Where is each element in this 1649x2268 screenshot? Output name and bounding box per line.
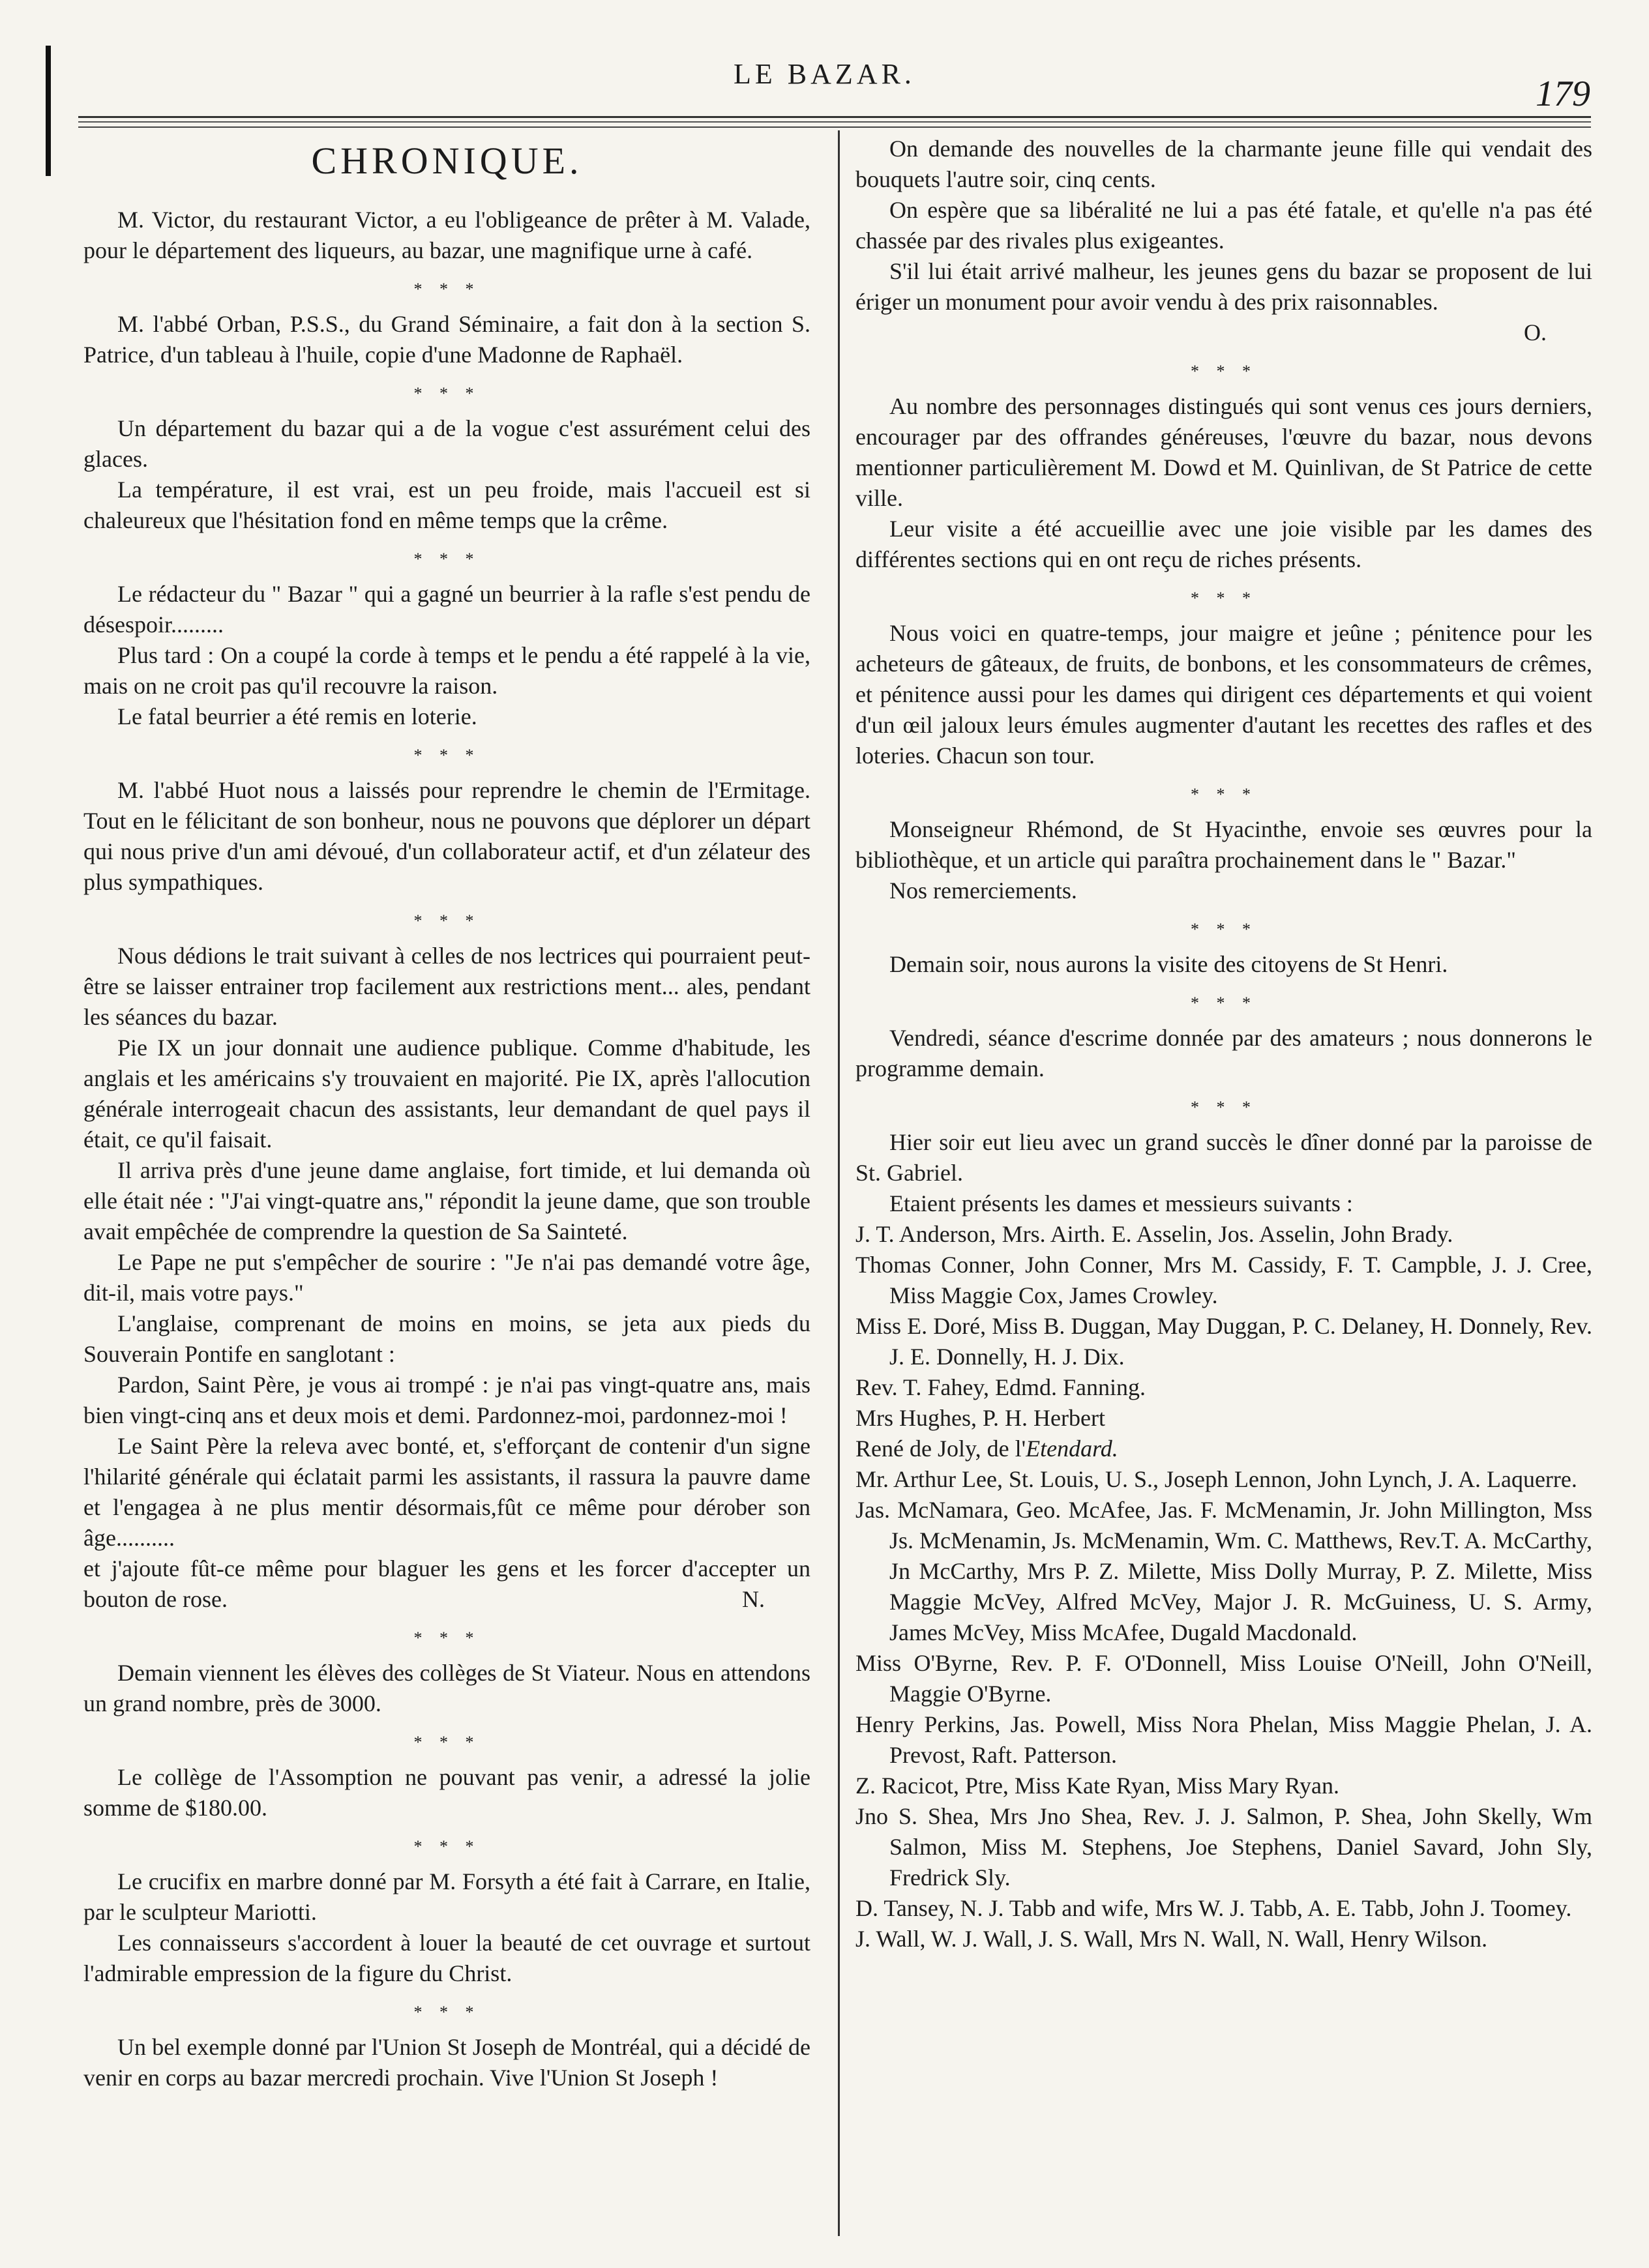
paragraph: Un département du bazar qui a de la vogue c'est assurément celui des glaces. xyxy=(83,415,810,472)
asterism-separator: * * * xyxy=(413,1628,481,1647)
guest-list-entry: Mr. Arthur Lee, St. Louis, U. S., Joseph Lennon, John Lynch, J. A. Laquerre. xyxy=(855,1466,1577,1492)
asterism-separator: * * * xyxy=(413,280,481,299)
asterism-separator: * * * xyxy=(413,1837,481,1856)
paragraph: Nos remerciements. xyxy=(889,877,1077,904)
author-signature: O. xyxy=(1524,319,1547,346)
guest-list-entry: Thomas Conner, John Conner, Mrs M. Cassidy, F. T. Campble, J. J. Cree, Miss Maggie Cox, James Crowley. xyxy=(855,1252,1592,1308)
guest-list-entry: J. T. Anderson, Mrs. Airth. E. Asselin, Jos. Asselin, John Brady. xyxy=(855,1221,1453,1247)
paragraph: Monseigneur Rhémond, de St Hyacinthe, envoie ses œuvres pour la bibliothèque, et un article qui paraîtra prochainement dans le " Bazar." xyxy=(855,816,1592,873)
paragraph xyxy=(83,1554,810,1615)
section-title: CHRONIQUE. xyxy=(311,140,583,182)
paragraph: Nous voici en quatre-temps, jour maigre et jeûne ; pénitence pour les acheteurs de gâteaux, de fruits, de bonbons, et les consommateurs de crêmes, et pénitence aussi pour les dames qui dirigent ces départements et qui voient d'un œil jaloux leurs émules augmenter d'autant les recettes des rafles et des loteries. Chacun son tour. xyxy=(855,620,1592,769)
author-signature: N. xyxy=(742,1586,765,1612)
paragraph: Les connaisseurs s'accordent à louer la beauté de cet ouvrage et surtout l'admirable empression de la figure du Christ. xyxy=(83,1930,810,1986)
asterism-separator: * * * xyxy=(413,911,481,930)
paragraph: Plus tard : On a coupé la corde à temps et le pendu a été rappelé à la vie, mais on ne croit pas qu'il recouvre la raison. xyxy=(83,642,810,699)
asterism-separator: * * * xyxy=(1191,785,1257,804)
paragraph-text: et j'ajoute fût-ce même pour blaguer les gens et les forcer d'accepter un bouton de rose. xyxy=(83,1555,810,1612)
paragraph: Hier soir eut lieu avec un grand succès le dîner donné par la paroisse de St. Gabriel. xyxy=(855,1129,1592,1186)
guest-list-entry: Jno S. Shea, Mrs Jno Shea, Rev. J. J. Salmon, P. Shea, John Skelly, Wm Salmon, Miss M. Stephens, Joe Stephens, Daniel Savard, John Sly, Fredrick Sly. xyxy=(855,1803,1592,1891)
asterism-separator: * * * xyxy=(1191,589,1257,608)
paragraph: Le collège de l'Assomption ne pouvant pas venir, a adressé la jolie somme de $180.00. xyxy=(83,1764,810,1821)
guest-list-entry: Jas. McNamara, Geo. McAfee, Jas. F. McMenamin, Jr. John Millington, Mss Js. McMenamin, Js. McMenamin, Wm. C. Matthews, Rev.T. A. McCarthy, Jn McCarthy, Mrs P. Z. Milette, Miss Dolly Murray, P. Z. Milette, Miss Maggie McVey, Alfred McVey, Major J. R. McGuiness, U. S. Army, James McVey, Miss McAfee, Dugald Macdonald. xyxy=(855,1497,1592,1645)
guest-list-entry: D. Tansey, N. J. Tabb and wife, Mrs W. J. Tabb, A. E. Tabb, John J. Toomey. xyxy=(855,1895,1572,1921)
paragraph: M. Victor, du restaurant Victor, a eu l'obligeance de prêter à M. Valade, pour le département des liqueurs, au bazar, une magnifique urne à café. xyxy=(83,207,810,263)
paragraph: La température, il est vrai, est un peu froide, mais l'accueil est si chaleureux que l'hésitation fond en même temps que la crême. xyxy=(83,477,810,533)
paragraph: Au nombre des personnages distingués qui sont venus ces jours derniers, encourager par des offrandes généreuses, l'œuvre du bazar, nous devons mentionner particulièrement M. Dowd et M. Quinlivan, de St Patrice de cette ville. xyxy=(855,393,1592,511)
asterism-separator: * * * xyxy=(413,1733,481,1752)
paragraph: Demain soir, nous aurons la visite des citoyens de St Henri. xyxy=(889,951,1448,977)
guest-list-entry xyxy=(855,1434,1592,1464)
header-rule xyxy=(78,126,1591,128)
paragraph: Le Pape ne put s'empêcher de sourire : "Je n'ai pas demandé votre âge, dit-il, mais votre pays." xyxy=(83,1249,810,1306)
left-column xyxy=(83,134,810,2093)
asterism-separator: * * * xyxy=(1191,920,1257,939)
asterism-separator: * * * xyxy=(413,2003,481,2022)
paragraph: M. l'abbé Orban, P.S.S., du Grand Séminaire, a fait don à la section S. Patrice, d'un tableau à l'huile, copie d'une Madonne de Raphaël. xyxy=(83,311,810,368)
asterism-separator: * * * xyxy=(413,384,481,403)
paragraph: Un bel exemple donné par l'Union St Joseph de Montréal, qui a décidé de venir en corps au bazar mercredi prochain. Vive l'Union St Joseph ! xyxy=(83,2034,810,2091)
paragraph: Nous dédions le trait suivant à celles de nos lectrices qui pourraient peut-être se laisser entrainer trop facilement aux restrictions ment... ales, pendant les séances du bazar. xyxy=(83,943,810,1030)
paragraph: Pardon, Saint Père, je vous ai trompé : je n'ai pas vingt-quatre ans, mais bien vingt-cinq ans et deux mois et demi. Pardonnez-moi, pardonnez-moi ! xyxy=(83,1372,810,1428)
paragraph: Leur visite a été accueillie avec une joie visible par les dames des différentes sections qui en ont reçu de riches présents. xyxy=(855,516,1592,572)
guest-list-entry: Rev. T. Fahey, Edmd. Fanning. xyxy=(855,1374,1146,1400)
guest-list xyxy=(855,1219,1592,1954)
right-column xyxy=(855,134,1592,1954)
header-rule xyxy=(78,121,1591,123)
asterism-separator: * * * xyxy=(1191,362,1257,381)
italic-title: Etendard. xyxy=(1026,1436,1118,1462)
column-divider xyxy=(838,130,840,2236)
paragraph: Le crucifix en marbre donné par M. Forsyth a été fait à Carrare, en Italie, par le sculpteur Mariotti. xyxy=(83,1868,810,1925)
guest-list-entry: Z. Racicot, Ptre, Miss Kate Ryan, Miss Mary Ryan. xyxy=(855,1773,1340,1799)
paragraph: L'anglaise, comprenant de moins en moins, se jeta aux pieds du Souverain Pontife en sanglotant : xyxy=(83,1310,810,1367)
guest-list-entry: J. Wall, W. J. Wall, J. S. Wall, Mrs N. Wall, N. Wall, Henry Wilson. xyxy=(855,1926,1488,1952)
paragraph: On demande des nouvelles de la charmante jeune fille qui vendait des bouquets l'autre soir, cinq cents. xyxy=(855,136,1592,192)
paragraph: Pie IX un jour donnait une audience publique. Comme d'habitude, les anglais et les américains s'y trouvaient en majorité. Pie IX, après l'allocution générale interrogeait chacun des assistants, leur demandant de quel pays il était, ce qu'il faisait. xyxy=(83,1035,810,1153)
paragraph: Il arriva près d'une jeune dame anglaise, fort timide, et lui demanda où elle était née : "J'ai vingt-quatre ans," répondit la jeune dame, que son trouble avait empêchée de comprendre la question de Sa Sainteté. xyxy=(83,1157,810,1244)
header-rule xyxy=(78,116,1591,118)
paragraph: Etaient présents les dames et messieurs suivants : xyxy=(889,1190,1353,1216)
paragraph: S'il lui était arrivé malheur, les jeunes gens du bazar se proposent de lui ériger un monument pour avoir vendu à des prix raisonnables. xyxy=(855,258,1592,315)
guest-list-entry: Mrs Hughes, P. H. Herbert xyxy=(855,1405,1105,1431)
paragraph: Vendredi, séance d'escrime donnée par des amateurs ; nous donnerons le programme demain. xyxy=(855,1025,1592,1082)
guest-list-entry: Henry Perkins, Jas. Powell, Miss Nora Phelan, Miss Maggie Phelan, J. A. Prevost, Raft. Patterson. xyxy=(855,1711,1592,1768)
asterism-separator: * * * xyxy=(1191,994,1257,1012)
page-number: 179 xyxy=(1536,74,1590,114)
asterism-separator: * * * xyxy=(413,746,481,765)
guest-list-text: René de Joly, de l' xyxy=(855,1436,1026,1462)
guest-list-entry: Miss E. Doré, Miss B. Duggan, May Duggan, P. C. Delaney, H. Donnely, Rev. J. E. Donnelly, H. J. Dix. xyxy=(855,1313,1592,1370)
asterism-separator: * * * xyxy=(413,550,481,568)
paragraph: Le fatal beurrier a été remis en loterie. xyxy=(117,703,477,729)
paragraph: Le Saint Père la releva avec bonté, et, s'efforçant de contenir d'un signe l'hilarité générale qui éclatait parmi les assistants, il rassura la pauvre dame et l'engagea à ne plus mentir désormais,fût ce même pour dérober son âge.......... xyxy=(83,1433,810,1551)
running-head: LE BAZAR. xyxy=(734,58,915,90)
paragraph: Demain viennent les élèves des collèges de St Viateur. Nous en attendons un grand nombre, près de 3000. xyxy=(83,1660,810,1716)
paragraph: M. l'abbé Huot nous a laissés pour reprendre le chemin de l'Ermitage. Tout en le félicitant de son bonheur, nous ne pouvons que déplorer un départ qui nous prive d'un ami dévoué, d'un collaborateur actif, et d'un zélateur des plus sympathiques. xyxy=(83,777,810,895)
asterism-separator: * * * xyxy=(1191,1098,1257,1117)
paragraph: Le rédacteur du " Bazar " qui a gagné un beurrier à la rafle s'est pendu de désespoir......... xyxy=(83,581,810,638)
guest-list-entry: Miss O'Byrne, Rev. P. F. O'Donnell, Miss Louise O'Neill, John O'Neill, Maggie O'Byrne. xyxy=(855,1650,1592,1707)
paragraph: On espère que sa libéralité ne lui a pas été fatale, et qu'elle n'a pas été chassée par des rivales plus exigeantes. xyxy=(855,197,1592,254)
